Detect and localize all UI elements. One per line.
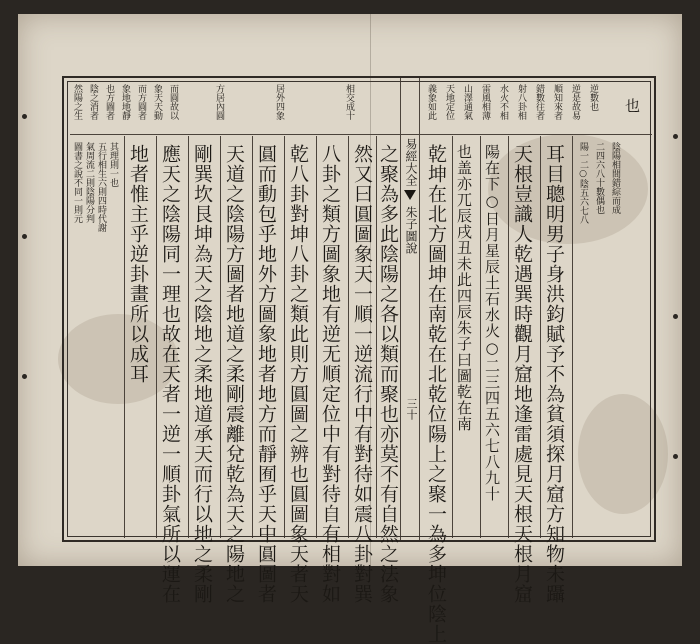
- commentary-col: 其理則一也: [108, 142, 118, 187]
- commentary-col: 而方圓者: [136, 84, 146, 120]
- text-column: 乾坤在北方圖坤在南乾在北乾位陽上之聚一為多坤位陰上: [425, 144, 447, 644]
- printed-block: [62, 76, 656, 644]
- commentary-col: 象天天動: [152, 84, 162, 120]
- commentary-col: 陰之消者: [88, 84, 98, 120]
- text-column: 八卦之類方圖象地有逆无順定位中有對待自有相對如: [319, 144, 341, 604]
- commentary-col: 水火不相: [498, 84, 508, 120]
- commentary-col: 逆數也: [588, 84, 598, 111]
- commentary-col: 也方圖者: [104, 84, 114, 120]
- text-column: 圓而動包乎地外方圖象地者地方而靜囿乎天中圓圖者: [255, 144, 277, 604]
- book-title: 易經大全: [404, 138, 418, 186]
- commentary-col: 方居內圓: [214, 84, 224, 120]
- commentary-col: 然陽之生: [72, 84, 82, 120]
- text-column: 剛巽坎艮坤為天之陰地之柔地道承天而行以地之柔剛: [191, 144, 213, 604]
- book-page: [18, 14, 682, 644]
- binding-hole: [22, 234, 27, 239]
- column-rule: [252, 136, 253, 538]
- text-column: 應天之陰陽同一理也故在天者一逆一順卦氣所以運在: [159, 144, 181, 604]
- column-rule: [220, 136, 221, 538]
- text-column: 也盖亦兀辰戌丑未此四辰朱子曰圖乾在南: [455, 144, 473, 432]
- column-rule: [316, 136, 317, 538]
- text-column: 天道之陰陽方圖者地道之柔剛震離兌乾為天之陽地之: [223, 144, 245, 604]
- text-column: 乾八卦對坤八卦之類此則方圓圖之辨也圓圖象天者天: [287, 144, 309, 604]
- text-column: 之聚為多此陰陽之各以類而聚也亦莫不有自然之法象: [377, 144, 399, 604]
- commentary-col: 雷風相薄: [480, 84, 490, 120]
- text-column: 耳目聰明男子身洪鈞賦予不為貧須探月窟方知物未躡: [543, 144, 565, 604]
- text-column: 天根豈識人乾遇巽時觀月窟地逢雷處見天根天根月窟: [511, 144, 533, 604]
- section-title: 朱子圖說: [404, 206, 418, 254]
- binding-hole: [673, 454, 678, 459]
- commentary-col: 象地地靜: [120, 84, 130, 120]
- fish-tail-mark-icon: [404, 190, 416, 200]
- commentary-col: 順知來者: [552, 84, 562, 120]
- column-rule: [508, 136, 509, 538]
- text-column: 陽在下○日月星辰土石水火○二三四五六七八九十: [483, 144, 501, 502]
- commentary-col: 氣周流二則陰陽分判: [84, 142, 94, 223]
- column-rule: [156, 136, 157, 538]
- center-column: [400, 78, 420, 540]
- page-number: 三十: [405, 398, 418, 420]
- commentary-col: 陽一二○陰五六七八: [578, 142, 588, 224]
- binding-hole: [673, 314, 678, 319]
- top-end-char: 也: [623, 98, 641, 114]
- commentary-col: 陰陽相間錯綜而成: [610, 142, 620, 214]
- column-rule: [452, 136, 453, 538]
- column-rule: [480, 136, 481, 538]
- column-rule: [348, 136, 349, 538]
- binding-hole: [22, 374, 27, 379]
- commentary-col: 錯數往者: [534, 84, 544, 120]
- commentary-col: 天地定位: [444, 84, 454, 120]
- band-rule: [70, 134, 652, 135]
- column-rule: [540, 136, 541, 538]
- column-rule: [572, 136, 573, 538]
- column-rule: [124, 136, 125, 538]
- commentary-col: 相交成十: [344, 84, 354, 120]
- binding-hole: [673, 134, 678, 139]
- commentary-col: 逆是故易: [570, 84, 580, 120]
- column-rule: [284, 136, 285, 538]
- commentary-col: 射八卦相: [516, 84, 526, 120]
- column-rule: [188, 136, 189, 538]
- commentary-col: 山澤通氣: [462, 84, 472, 120]
- text-column: 地者惟主乎逆卦畫所以成耳: [127, 144, 149, 384]
- commentary-col: 二四六八十數偶也: [594, 142, 604, 214]
- commentary-col: 圖書之說不同一則元: [72, 142, 82, 223]
- commentary-col: 居外四象: [274, 84, 284, 120]
- binding-hole: [22, 114, 27, 119]
- text-column: 然又曰圓圖象天一順一逆流行中有對待如震八卦對巽: [351, 144, 373, 604]
- commentary-col: 五行相生六則四時代謝: [96, 142, 106, 232]
- commentary-col: 而圓故以: [168, 84, 178, 120]
- commentary-col: 義象如此: [426, 84, 436, 120]
